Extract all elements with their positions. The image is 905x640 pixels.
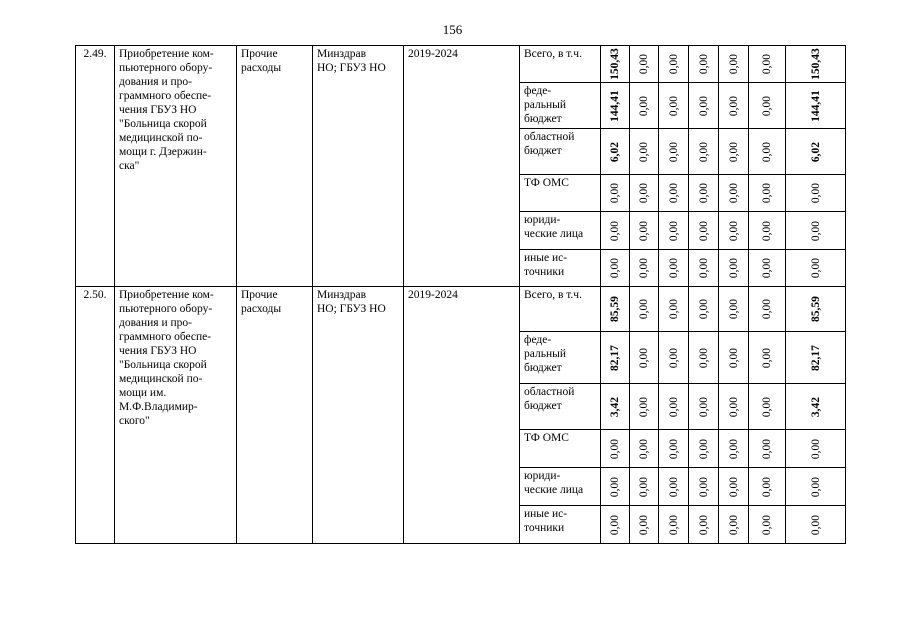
value-text: 0,00	[609, 257, 621, 279]
value-text: 150,43	[609, 48, 621, 80]
value-text: 0,00	[638, 298, 650, 320]
value-cell	[601, 83, 630, 129]
value-text: 0,00	[667, 220, 680, 241]
value-cell	[601, 46, 630, 83]
value-cell	[786, 332, 846, 384]
value-text: 0,00	[638, 53, 650, 75]
value-cell	[786, 250, 846, 287]
value-text: 0,00	[609, 182, 621, 204]
value-cell	[786, 430, 846, 468]
value-cell	[786, 287, 846, 332]
value-cell	[719, 129, 749, 175]
value-cell	[601, 468, 630, 506]
value-text: 3,42	[609, 396, 621, 417]
value-text: 6,02	[809, 141, 822, 162]
value-cell	[689, 175, 719, 212]
value-cell	[749, 332, 786, 384]
value-cell	[786, 129, 846, 175]
value-text: 0,00	[761, 298, 773, 320]
value-cell	[749, 287, 786, 332]
value-cell	[630, 83, 659, 129]
value-cell	[659, 83, 689, 129]
funding-source-cell: иные ис- точники	[520, 506, 601, 544]
value-cell	[689, 287, 719, 332]
value-text: 85,59	[609, 296, 621, 322]
value-text: 0,00	[761, 95, 773, 116]
value-text: 0,00	[667, 298, 680, 320]
value-cell	[689, 212, 719, 250]
value-text: 0,00	[809, 257, 822, 279]
value-text: 0,00	[697, 298, 710, 320]
value-text: 0,00	[609, 476, 621, 497]
value-text: 0,00	[727, 95, 740, 116]
value-cell	[601, 287, 630, 332]
value-cell	[601, 430, 630, 468]
value-text: 0,00	[667, 257, 680, 279]
value-text: 0,00	[809, 438, 822, 459]
value-cell	[749, 384, 786, 430]
value-cell	[749, 83, 786, 129]
value-cell	[786, 46, 846, 83]
value-text: 0,00	[761, 514, 773, 535]
value-cell	[630, 175, 659, 212]
value-cell	[601, 212, 630, 250]
funding-source-cell: областной бюджет	[520, 384, 601, 430]
table-row	[76, 287, 846, 332]
funding-source-cell: юриди- ческие лица	[520, 468, 601, 506]
value-cell	[659, 175, 689, 212]
value-cell	[719, 506, 749, 544]
value-text: 0,00	[638, 438, 650, 459]
value-text: 0,00	[727, 438, 740, 459]
value-cell	[749, 250, 786, 287]
value-text: 0,00	[609, 438, 621, 459]
value-text: 0,00	[667, 141, 680, 162]
value-cell	[630, 46, 659, 83]
value-cell	[630, 129, 659, 175]
value-text: 0,00	[667, 438, 680, 459]
value-text: 0,00	[727, 220, 740, 241]
value-cell	[630, 332, 659, 384]
value-cell	[689, 468, 719, 506]
value-text: 0,00	[697, 396, 710, 417]
value-cell	[659, 506, 689, 544]
funding-source-cell: областной бюджет	[520, 129, 601, 175]
value-text: 0,00	[727, 141, 740, 162]
value-cell	[601, 506, 630, 544]
value-cell	[659, 250, 689, 287]
value-text: 0,00	[697, 182, 710, 204]
value-cell	[689, 46, 719, 83]
value-cell	[630, 430, 659, 468]
value-text: 0,00	[638, 347, 650, 368]
value-cell	[719, 287, 749, 332]
value-text: 0,00	[761, 220, 773, 241]
value-text: 0,00	[697, 347, 710, 368]
value-cell	[719, 250, 749, 287]
value-text: 0,00	[809, 476, 822, 497]
program-activities-table	[75, 45, 846, 544]
value-cell	[601, 250, 630, 287]
funding-source-cell: юриди- ческие лица	[520, 212, 601, 250]
value-text: 0,00	[727, 347, 740, 368]
value-text: 0,00	[638, 220, 650, 241]
value-text: 0,00	[761, 182, 773, 204]
value-cell	[749, 430, 786, 468]
value-cell	[689, 250, 719, 287]
value-cell	[719, 212, 749, 250]
value-cell	[601, 332, 630, 384]
value-text: 144,41	[609, 89, 621, 122]
value-text: 0,00	[727, 396, 740, 417]
funding-source-cell: Всего, в т.ч.	[520, 46, 601, 83]
value-text: 0,00	[638, 95, 650, 116]
item-name-cell: Приобретение ком- пьютерного обору- дования и про- граммного обеспе- чения ГБУЗ НО "Больница скорой медицинской по- мощи им. М.Ф.Владимир- ского"	[115, 287, 237, 544]
value-text: 0,00	[609, 514, 621, 535]
value-text: 0,00	[667, 396, 680, 417]
value-cell	[659, 468, 689, 506]
value-cell	[749, 468, 786, 506]
value-text: 0,00	[727, 257, 740, 279]
executor-cell: Минздрав НО; ГБУЗ НО	[313, 46, 404, 287]
value-cell	[786, 384, 846, 430]
value-text: 0,00	[667, 347, 680, 368]
value-text: 0,00	[761, 438, 773, 459]
value-cell	[659, 332, 689, 384]
value-cell	[630, 287, 659, 332]
value-cell	[719, 430, 749, 468]
value-cell	[689, 384, 719, 430]
value-text: 0,00	[638, 476, 650, 497]
value-text: 0,00	[727, 514, 740, 535]
value-cell	[719, 332, 749, 384]
item-number-cell: 2.50.	[76, 287, 115, 544]
value-text: 0,00	[697, 514, 710, 535]
value-cell	[689, 506, 719, 544]
value-cell	[689, 332, 719, 384]
value-cell	[689, 129, 719, 175]
value-text: 0,00	[638, 182, 650, 204]
value-text: 0,00	[638, 141, 650, 162]
expense-type-cell: Прочие расходы	[237, 46, 313, 287]
value-cell	[786, 212, 846, 250]
value-text: 0,00	[667, 476, 680, 497]
value-text: 0,00	[761, 257, 773, 279]
value-text: 0,00	[609, 220, 621, 241]
value-cell	[689, 430, 719, 468]
executor-cell: Минздрав НО; ГБУЗ НО	[313, 287, 404, 544]
value-cell	[719, 175, 749, 212]
value-cell	[601, 384, 630, 430]
value-text: 0,00	[697, 141, 710, 162]
funding-source-cell: феде- ральный бюджет	[520, 83, 601, 129]
value-text: 82,17	[609, 344, 621, 371]
value-text: 0,00	[727, 476, 740, 497]
value-cell	[719, 83, 749, 129]
value-cell	[719, 468, 749, 506]
period-cell: 2019-2024	[404, 46, 520, 287]
item-name-cell: Приобретение ком- пьютерного обору- дования и про- граммного обеспе- чения ГБУЗ НО "Больница скорой медицинской по- мощи г. Дзержин- ска"	[115, 46, 237, 287]
value-cell	[659, 430, 689, 468]
value-text: 0,00	[638, 396, 650, 417]
funding-source-cell: феде- ральный бюджет	[520, 332, 601, 384]
item-number-cell: 2.49.	[76, 46, 115, 287]
value-cell	[749, 175, 786, 212]
value-text: 0,00	[761, 53, 773, 75]
funding-source-cell: Всего, в т.ч.	[520, 287, 601, 332]
value-cell	[749, 129, 786, 175]
value-text: 82,17	[809, 344, 822, 371]
value-cell	[630, 250, 659, 287]
value-cell	[689, 83, 719, 129]
value-text: 0,00	[667, 182, 680, 204]
value-cell	[659, 212, 689, 250]
value-text: 150,43	[809, 48, 822, 80]
value-text: 0,00	[667, 514, 680, 535]
value-text: 0,00	[727, 53, 740, 75]
value-cell	[786, 175, 846, 212]
value-cell	[786, 506, 846, 544]
value-cell	[749, 46, 786, 83]
value-text: 0,00	[697, 95, 710, 116]
funding-source-cell: иные ис- точники	[520, 250, 601, 287]
value-cell	[601, 129, 630, 175]
page-number: 156	[442, 22, 463, 37]
value-text: 0,00	[761, 396, 773, 417]
value-cell	[630, 506, 659, 544]
value-text: 0,00	[727, 182, 740, 204]
value-text: 85,59	[809, 296, 822, 322]
value-cell	[659, 287, 689, 332]
value-text: 0,00	[697, 438, 710, 459]
period-cell: 2019-2024	[404, 287, 520, 544]
value-text: 0,00	[667, 95, 680, 116]
value-text: 0,00	[809, 182, 822, 204]
value-cell	[659, 384, 689, 430]
value-cell	[630, 384, 659, 430]
value-text: 0,00	[809, 514, 822, 535]
value-cell	[601, 175, 630, 212]
value-cell	[630, 468, 659, 506]
value-text: 0,00	[809, 220, 822, 241]
value-text: 6,02	[609, 141, 621, 162]
value-text: 0,00	[697, 220, 710, 241]
value-text: 0,00	[697, 257, 710, 279]
table-row	[76, 46, 846, 83]
value-cell	[786, 83, 846, 129]
value-text: 0,00	[761, 141, 773, 162]
value-cell	[786, 468, 846, 506]
value-cell	[630, 212, 659, 250]
value-text: 0,00	[638, 514, 650, 535]
value-text: 0,00	[638, 257, 650, 279]
value-text: 0,00	[697, 53, 710, 75]
value-text: 0,00	[727, 298, 740, 320]
value-text: 0,00	[667, 53, 680, 75]
funding-source-cell: ТФ ОМС	[520, 175, 601, 212]
value-cell	[749, 212, 786, 250]
value-cell	[719, 46, 749, 83]
value-cell	[719, 384, 749, 430]
expense-type-cell: Прочие расходы	[237, 287, 313, 544]
value-text: 0,00	[697, 476, 710, 497]
table-body	[76, 46, 846, 544]
value-text: 0,00	[761, 476, 773, 497]
value-cell	[659, 46, 689, 83]
value-text: 144,41	[809, 89, 822, 122]
value-cell	[749, 506, 786, 544]
value-cell	[659, 129, 689, 175]
value-text: 3,42	[809, 396, 822, 417]
funding-source-cell: ТФ ОМС	[520, 430, 601, 468]
value-text: 0,00	[761, 347, 773, 368]
